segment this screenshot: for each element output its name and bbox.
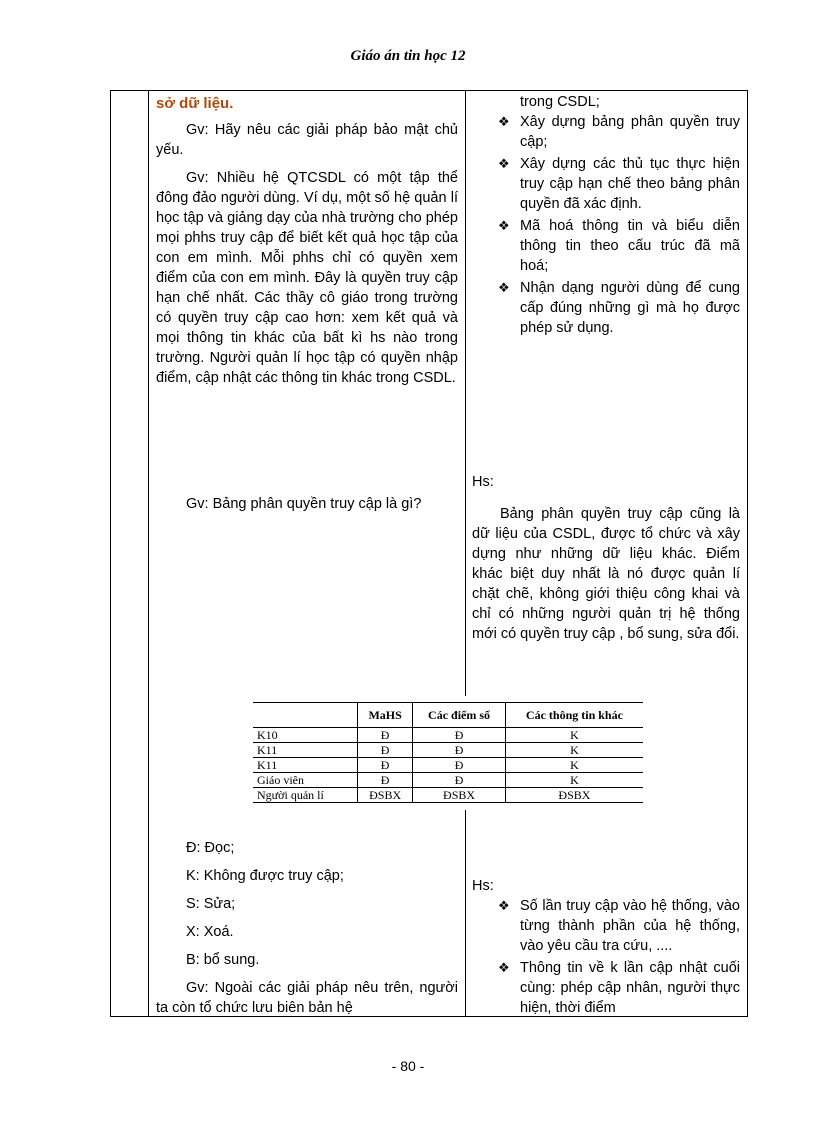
table-cell: K bbox=[505, 773, 643, 788]
student-answer bbox=[472, 472, 740, 644]
right-bottom-column bbox=[472, 876, 740, 1020]
table-cell: Đ bbox=[358, 728, 413, 743]
student-label: Hs: bbox=[472, 474, 494, 490]
table-cell: Đ bbox=[413, 758, 506, 773]
list-item bbox=[496, 112, 740, 152]
answer-text: Bảng phân quyền truy cập cũng là dữ liệu của CSDL, được tổ chức và xây dựng như những dữ liệu khác. Điểm khác biệt duy nhất là nó được quản lí chặt chẽ, không giới thiệu công khai và chỉ có những người quản trị hệ thống mới có quyền truy cập , bổ sung, sửa đổi. bbox=[472, 506, 740, 642]
left-bottom-column bbox=[156, 838, 458, 1018]
table-row bbox=[253, 773, 643, 788]
header-cell: Các thông tin khác bbox=[505, 703, 643, 728]
section-heading: sở dữ liệu. bbox=[156, 95, 234, 112]
definition-item: K: Không được truy cập; bbox=[186, 868, 344, 884]
definition-item: X: Xoá. bbox=[186, 924, 234, 940]
page-header: Giáo án tin học 12 bbox=[350, 48, 466, 64]
table-cell: K bbox=[505, 743, 643, 758]
table-cell: ĐSBX bbox=[413, 788, 506, 803]
list-item bbox=[496, 154, 740, 214]
list-item bbox=[496, 958, 740, 1018]
table-row bbox=[253, 788, 643, 803]
table-cell: Đ bbox=[358, 743, 413, 758]
list-item-text: Số lần truy cập vào hệ thống, vào từng thành phần của hệ thống, vào yêu cầu tra cứu, .... bbox=[520, 898, 740, 954]
definition-item: Đ: Đọc; bbox=[186, 840, 235, 856]
teacher-paragraph: Gv: Hãy nêu các giải pháp bảo mật chủ yếu. bbox=[156, 122, 458, 158]
question-text: Gv: Bảng phân quyền truy cập là gì? bbox=[186, 496, 422, 512]
definition-item: S: Sửa; bbox=[186, 896, 236, 912]
table-cell: ĐSBX bbox=[358, 788, 413, 803]
table-row bbox=[253, 758, 643, 773]
student-label: Hs: bbox=[472, 878, 494, 894]
list-item bbox=[496, 896, 740, 956]
table-cell: Người quản lí bbox=[253, 788, 358, 803]
table-cell: K11 bbox=[253, 743, 358, 758]
table-cell: Đ bbox=[413, 743, 506, 758]
table-cell: ĐSBX bbox=[505, 788, 643, 803]
table-cell: K bbox=[505, 728, 643, 743]
table-cell: K bbox=[505, 758, 643, 773]
left-top-column bbox=[156, 94, 458, 396]
list-item-text: Mã hoá thông tin và biểu diễn thông tin theo cấu trúc đã mã hoá; bbox=[520, 218, 740, 274]
table-cell: Giáo viên bbox=[253, 773, 358, 788]
table-cell: Đ bbox=[413, 773, 506, 788]
definition-item: B: bổ sung. bbox=[186, 952, 260, 968]
narrow-column-divider bbox=[148, 90, 149, 1017]
teacher-paragraph: Gv: Ngoài các giải pháp nêu trên, người ta còn tổ chức lưu biên bản hệ bbox=[156, 980, 458, 1016]
header-cell: Các điểm số bbox=[413, 703, 506, 728]
teacher-paragraph: Gv: Nhiều hệ QTCSDL có một tập thể đông đảo người dùng. Ví dụ, một số hệ quản lí học tập và giảng dạy của nhà trường cho phép mọi phhs truy cập để biết kết quả học tập của con em mình. Mỗi phhs chỉ có quyền xem điểm của con em mình. Đây là quyền truy cập hạn chế nhất. Các thầy cô giáo trong trường có quyền truy cập cao hơn: xem kết quả và mọi thông tin khác của bất kì hs nào trong trường. Người quản lí học tập có quyền nhập điểm, cập nhật các thông tin khác trong CSDL. bbox=[156, 170, 458, 386]
header-cell bbox=[253, 703, 358, 728]
list-item-text: Xây dựng các thủ tục thực hiện truy cập hạn chế theo bảng phân quyền đã xác định. bbox=[520, 156, 740, 212]
table-cell: Đ bbox=[358, 773, 413, 788]
middle-divider-bottom bbox=[465, 810, 466, 1017]
list-item-text: Nhận dạng người dùng để cung cấp đúng những gì mà họ được phép sử dụng. bbox=[520, 280, 740, 336]
diamond-bullet-icon: ❖ bbox=[498, 114, 510, 129]
diamond-bullet-icon: ❖ bbox=[498, 218, 510, 233]
table-header-row bbox=[253, 703, 643, 728]
list-item bbox=[496, 278, 740, 338]
list-item bbox=[496, 216, 740, 276]
log-info-list bbox=[472, 896, 740, 1018]
table-cell: K10 bbox=[253, 728, 358, 743]
middle-divider-top bbox=[465, 90, 466, 696]
solution-list bbox=[472, 112, 740, 338]
list-item-text: Xây dựng bảng phân quyền truy cập; bbox=[520, 114, 740, 150]
list-item-text: Thông tin về k lần cập nhật cuối cùng: phép cập nhân, người thực hiện, thời điểm bbox=[520, 960, 740, 1016]
header-cell: MaHS bbox=[358, 703, 413, 728]
diamond-bullet-icon: ❖ bbox=[498, 960, 510, 975]
diamond-bullet-icon: ❖ bbox=[498, 898, 510, 913]
teacher-question bbox=[156, 494, 458, 514]
diamond-bullet-icon: ❖ bbox=[498, 280, 510, 295]
continuation-text: trong CSDL; bbox=[520, 94, 600, 110]
table-row bbox=[253, 728, 643, 743]
diamond-bullet-icon: ❖ bbox=[498, 156, 510, 171]
page-number: - 80 - bbox=[391, 1058, 425, 1074]
access-rights-table bbox=[253, 702, 643, 803]
table-cell: Đ bbox=[358, 758, 413, 773]
table-cell: Đ bbox=[413, 728, 506, 743]
table-row bbox=[253, 743, 643, 758]
table-cell: K11 bbox=[253, 758, 358, 773]
right-top-column bbox=[472, 92, 740, 340]
